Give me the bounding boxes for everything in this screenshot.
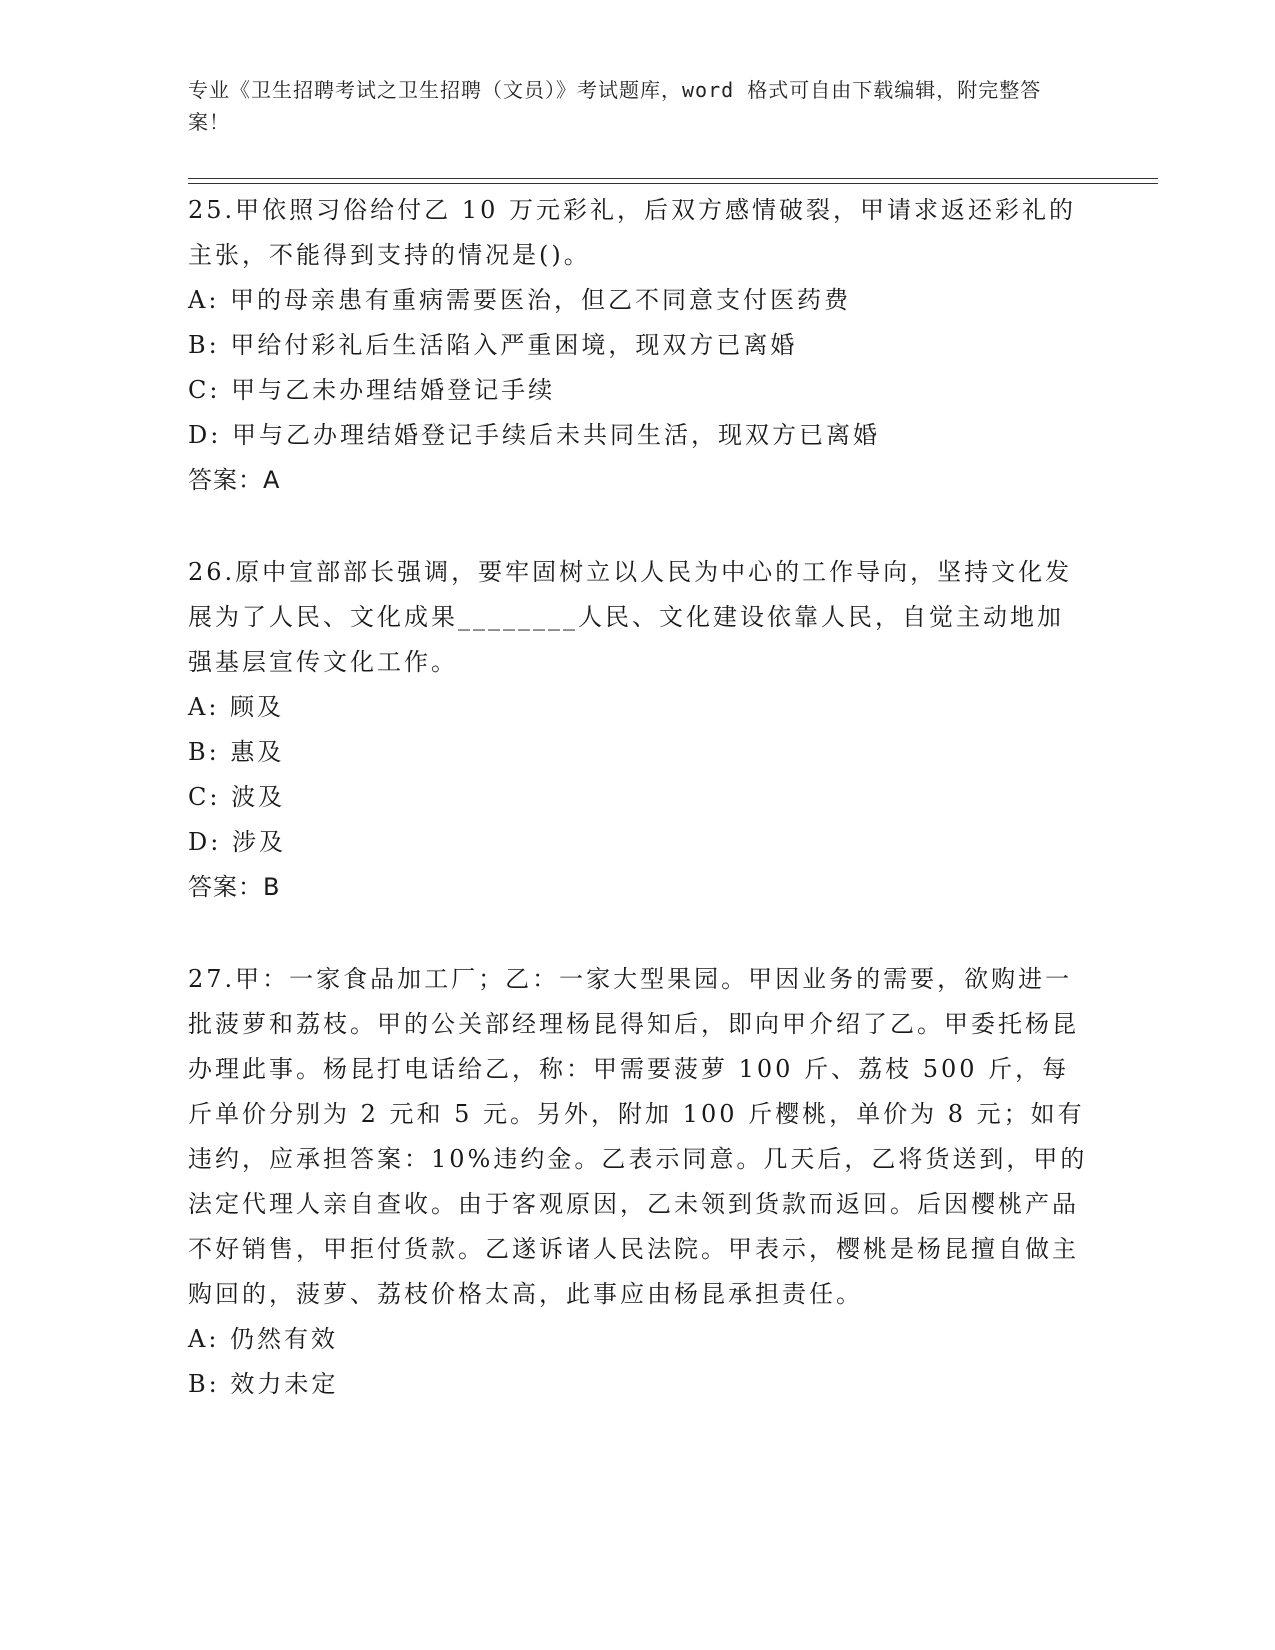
header-divider-bottom: [188, 183, 1158, 184]
question-25: [188, 188, 1088, 503]
answer: 答案：A: [188, 466, 281, 494]
question-26: [188, 550, 1088, 910]
question-27: [188, 957, 1088, 1407]
option-a: A: 甲的母亲患有重病需要医治，但乙不同意支付医药费: [188, 286, 852, 314]
header-divider-top: [188, 178, 1158, 179]
option-d: D: 涉及: [188, 828, 286, 856]
answer: 答案：B: [188, 873, 281, 901]
option-c: C: 甲与乙未办理结婚登记手续: [188, 376, 556, 404]
document-header: 专业《卫生招聘考试之卫生招聘（文员）》考试题库，word 格式可自由下载编辑，附完整答案！: [188, 78, 1042, 134]
question-stem: 27.甲：一家食品加工厂；乙：一家大型果园。甲因业务的需要，欲购进一批菠萝和荔枝。甲的公关部经理杨昆得知后，即向甲介绍了乙。甲委托杨昆办理此事。杨昆打电话给乙，称：甲需要菠萝 100 斤、荔枝 500 斤，每斤单价分别为 2 元和 5 元。另外，附加 100 斤樱桃，单价为 8 元；如有违约，应承担答案：10%违约金。乙表示同意。几天后，乙将货送到，甲的法定代理人亲自查收。由于客观原因，乙未领到货款而返回。后因樱桃产品不好销售，甲拒付货款。乙遂诉诸人民法院。甲表示，樱桃是杨昆擅自做主购回的，菠萝、荔枝价格太高，此事应由杨昆承担责任。: [188, 965, 1088, 1308]
question-list: [188, 188, 1088, 1454]
option-b: B: 惠及: [188, 738, 285, 766]
option-a: A: 顾及: [188, 693, 285, 721]
option-b: B: 甲给付彩礼后生活陷入严重困境，现双方已离婚: [188, 331, 798, 359]
question-stem: 25.甲依照习俗给付乙 10 万元彩礼，后双方感情破裂，甲请求返还彩礼的主张，不能得到支持的情况是()。: [188, 196, 1076, 269]
option-c: C: 波及: [188, 783, 286, 811]
option-a: A: 仍然有效: [188, 1325, 339, 1353]
option-d: D: 甲与乙办理结婚登记手续后未共同生活，现双方已离婚: [188, 421, 880, 449]
option-b: B: 效力未定: [188, 1370, 339, 1398]
question-stem: 26.原中宣部部长强调，要牢固树立以人民为中心的工作导向，坚持文化发展为了人民、文化成果________人民、文化建设依靠人民，自觉主动地加强基层宣传文化工作。: [188, 558, 1073, 676]
